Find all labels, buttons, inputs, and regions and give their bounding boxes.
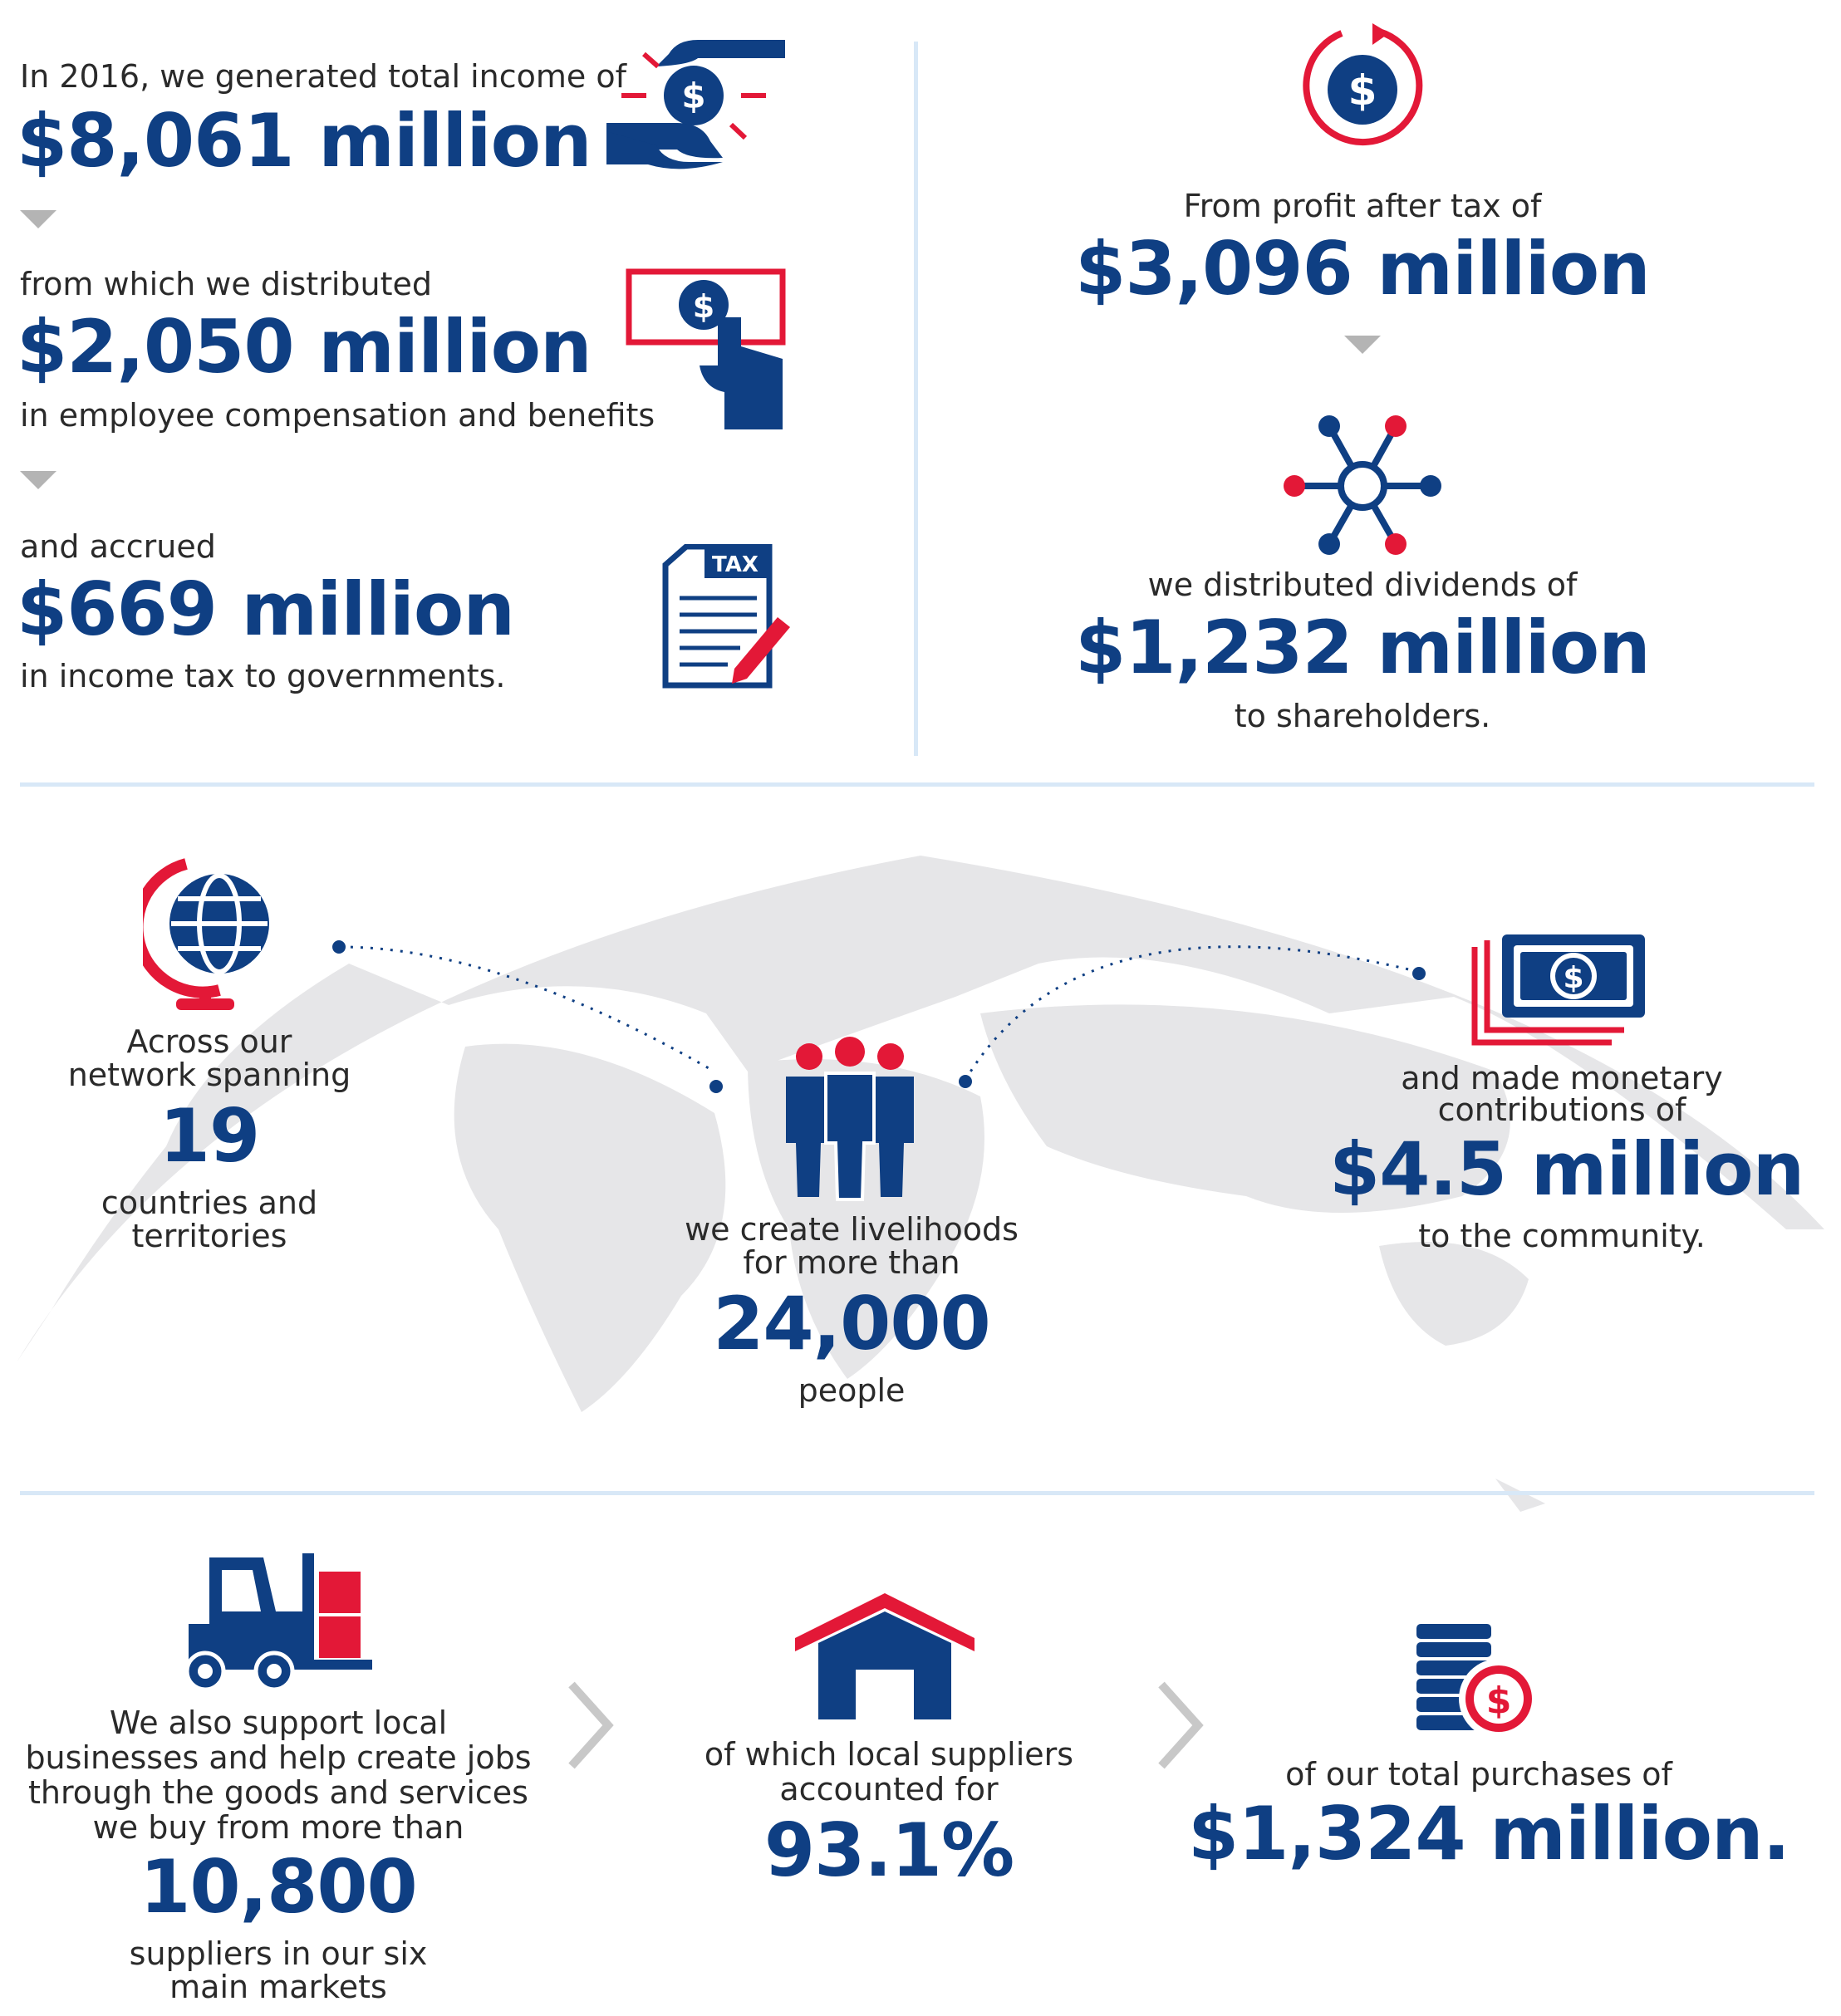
suppliers-value: 10,800 xyxy=(140,1844,417,1930)
network-line2: network spanning xyxy=(67,1057,351,1093)
purchases-value: $1,324 million. xyxy=(1188,1791,1790,1876)
income-value: $8,061 million xyxy=(17,98,592,184)
section-divider xyxy=(20,782,1814,787)
network-hub-icon xyxy=(1279,411,1446,561)
contributions-outro: to the community. xyxy=(1418,1218,1706,1254)
network-outro1: countries and xyxy=(101,1185,318,1221)
profit-intro: From profit after tax of xyxy=(1183,188,1542,224)
money-stack-icon xyxy=(1470,930,1653,1047)
local-line1: of which local suppliers xyxy=(704,1736,1074,1773)
down-arrow-icon xyxy=(20,210,56,228)
dividends-outro: to shareholders. xyxy=(1234,698,1491,734)
contributions-line1: and made monetary xyxy=(1401,1060,1723,1096)
svg-text:$: $ xyxy=(1563,961,1584,995)
warehouse-icon xyxy=(793,1588,976,1721)
svg-text:TAX: TAX xyxy=(712,552,758,577)
network-line1: Across our xyxy=(126,1023,292,1060)
local-value: 93.1% xyxy=(763,1808,1014,1893)
people-group-icon xyxy=(779,1035,920,1201)
forklift-icon xyxy=(184,1553,376,1695)
income-intro: In 2016, we generated total income of xyxy=(20,58,626,95)
livelihoods-outro: people xyxy=(798,1372,906,1409)
network-outro2: territories xyxy=(131,1218,287,1254)
refresh-dollar-icon xyxy=(1296,23,1429,148)
tax-document-icon xyxy=(661,544,794,689)
network-value: 19 xyxy=(159,1093,260,1179)
section-divider xyxy=(20,1491,1814,1495)
hand-banknote-icon xyxy=(625,267,791,429)
suppliers-line3: through the goods and services xyxy=(28,1774,528,1811)
dividends-intro: we distributed dividends of xyxy=(1147,567,1578,603)
compensation-value: $2,050 million xyxy=(17,304,592,390)
suppliers-line1: We also support local xyxy=(109,1705,448,1741)
compensation-outro: in employee compensation and benefits xyxy=(20,397,655,434)
globe-icon xyxy=(143,849,276,1015)
tax-intro: and accrued xyxy=(20,528,216,565)
svg-text:$: $ xyxy=(692,288,715,325)
chevron-right-icon xyxy=(565,1680,615,1771)
contributions-value: $4.5 million xyxy=(1329,1126,1804,1212)
tax-value: $669 million xyxy=(17,567,515,652)
suppliers-outro1: suppliers in our six xyxy=(129,1935,428,1972)
suppliers-line2: businesses and help create jobs xyxy=(25,1739,532,1776)
local-line2: accounted for xyxy=(779,1771,999,1808)
profit-value: $3,096 million xyxy=(1075,226,1650,311)
dividends-value: $1,232 million xyxy=(1075,605,1650,690)
livelihoods-line2: for more than xyxy=(743,1244,960,1281)
svg-text:$: $ xyxy=(1485,1680,1512,1722)
suppliers-line4: we buy from more than xyxy=(92,1809,464,1846)
hands-dollar-icon xyxy=(598,25,789,174)
vertical-divider xyxy=(914,42,918,756)
contributions-line2: contributions of xyxy=(1437,1091,1686,1128)
compensation-intro: from which we distributed xyxy=(20,266,432,302)
suppliers-outro2: main markets xyxy=(169,1969,387,2005)
coins-stack-icon xyxy=(1412,1620,1545,1744)
down-arrow-icon xyxy=(1344,336,1381,354)
down-arrow-icon xyxy=(20,471,56,489)
svg-text:$: $ xyxy=(1348,66,1377,115)
svg-text:$: $ xyxy=(681,76,706,116)
tax-outro: in income tax to governments. xyxy=(20,658,506,694)
purchases-line1: of our total purchases of xyxy=(1285,1756,1672,1793)
livelihoods-line1: we create livelihoods xyxy=(685,1211,1019,1248)
livelihoods-value: 24,000 xyxy=(713,1281,990,1366)
